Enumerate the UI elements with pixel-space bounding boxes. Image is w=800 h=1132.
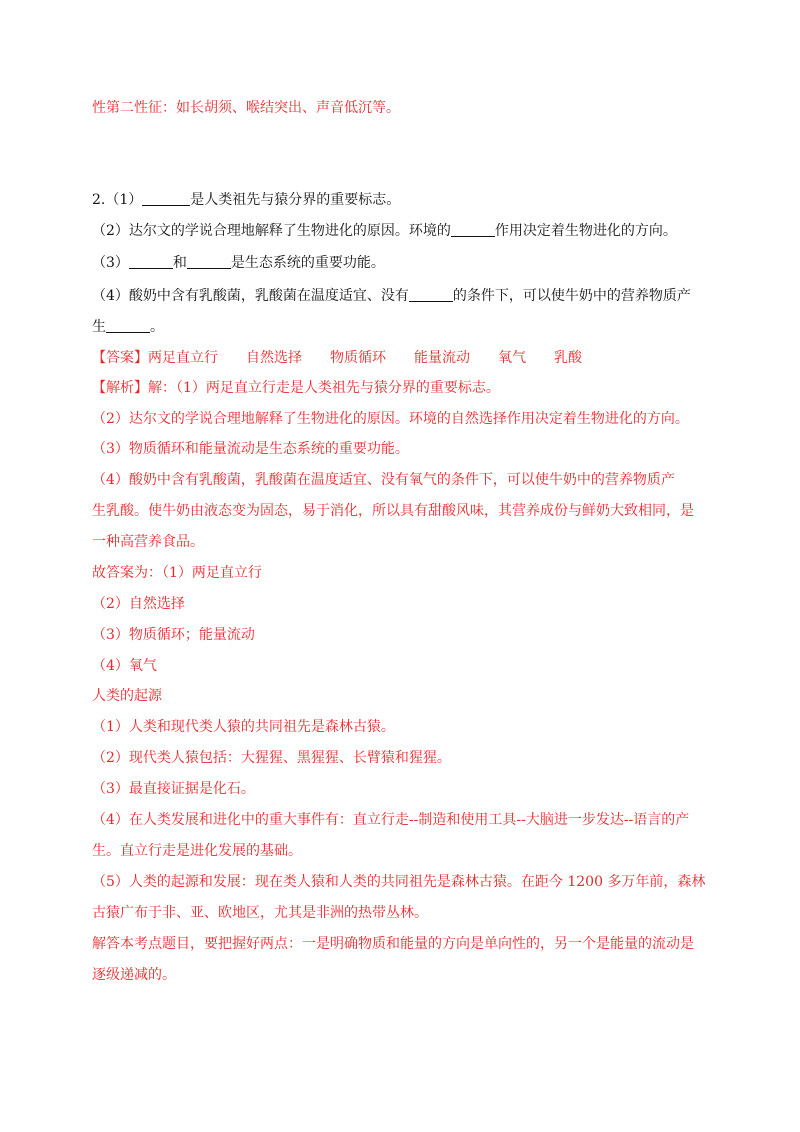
analysis-line: （3）物质循环和能量流动是生态系统的重要功能。 <box>92 441 409 457</box>
answer-item: 物质循环 <box>330 350 386 366</box>
analysis-line: 古猿广布于非、亚、欧地区，尤其是非洲的热带丛林。 <box>92 905 428 921</box>
answer-label: 【答案】 <box>92 350 148 366</box>
analysis-line: （1）人类和现代类人猿的共同祖先是森林古猿。 <box>92 719 395 735</box>
analysis-line: （5）人类的起源和发展：现在类人猿和人类的共同祖先是森林古猿。在距今 1200 多万年前，森林 <box>92 874 706 890</box>
analysis-line: 逐级递减的。 <box>92 967 176 983</box>
analysis-line: （2）达尔文的学说合理地解释了生物进化的原因。环境的自然选择作用决定着生物进化的方向。 <box>92 411 689 427</box>
answer-blank <box>106 318 150 333</box>
question-part-3: （3） 和 是生态系统的重要功能。 <box>92 255 385 271</box>
analysis-line: （4）氧气 <box>92 658 157 674</box>
answer-line <box>92 348 712 368</box>
answer-item: 乳酸 <box>554 350 582 366</box>
answer-item: 两足直立行 <box>148 350 218 366</box>
previous-answer-line: 性第二性征：如长胡须、喉结突出、声音低沉等。 <box>92 100 400 116</box>
analysis-line: （4）酸奶中含有乳酸菌，乳酸菌在温度适宜、没有氧气的条件下，可以使牛奶中的营养物质产 <box>92 472 675 488</box>
analysis-line: （3）最直接证据是化石。 <box>92 781 255 797</box>
analysis-line: 故答案为：（1）两足直立行 <box>92 565 262 581</box>
analysis-line: 生。直立行走是进化发展的基础。 <box>92 843 302 859</box>
analysis-heading: 人类的起源 <box>92 688 162 704</box>
analysis-line: （2）现代类人猿包括：大猩猩、黑猩猩、长臂猿和猩猩。 <box>92 750 451 766</box>
analysis-line: （3）物质循环；能量流动 <box>92 627 255 643</box>
question-part-4-continued: 生 。 <box>92 319 164 335</box>
answer-item: 能量流动 <box>414 350 470 366</box>
question-part-2: （2）达尔文的学说合理地解释了生物进化的原因。环境的 作用决定着生物进化的方向。 <box>92 223 677 239</box>
answer-item: 自然选择 <box>246 350 302 366</box>
answer-blank <box>129 254 173 269</box>
analysis-line: 解答本考点题目，要把握好两点：一是明确物质和能量的方向是单向性的，另一个是能量的流动是 <box>92 936 694 952</box>
answer-item: 氧气 <box>498 350 526 366</box>
answer-blank <box>187 254 231 269</box>
analysis-line: 【解析】解：（1）两足直立行走是人类祖先与猿分界的重要标志。 <box>92 380 500 396</box>
answer-blank <box>142 191 190 206</box>
answer-blank <box>409 287 453 302</box>
analysis-line: 一种高营养食品。 <box>92 534 204 550</box>
analysis-line: （2）自然选择 <box>92 596 185 612</box>
question-part-4: （4）酸奶中含有乳酸菌，乳酸菌在温度适宜、没有 的条件下，可以使牛奶中的营养物质产 <box>92 288 691 304</box>
analysis-line: 生乳酸。使牛奶由液态变为固态，易于消化，所以具有甜酸风味，其营养成份与鲜奶大致相同，是 <box>92 503 694 519</box>
question-part-1: 2.（1） 是人类祖先与猿分界的重要标志。 <box>92 192 401 208</box>
analysis-line: （4）在人类发展和进化中的重大事件有：直立行走--制造和使用工具--大脑进一步发达--语言的产 <box>92 812 690 828</box>
answer-blank <box>451 222 495 237</box>
